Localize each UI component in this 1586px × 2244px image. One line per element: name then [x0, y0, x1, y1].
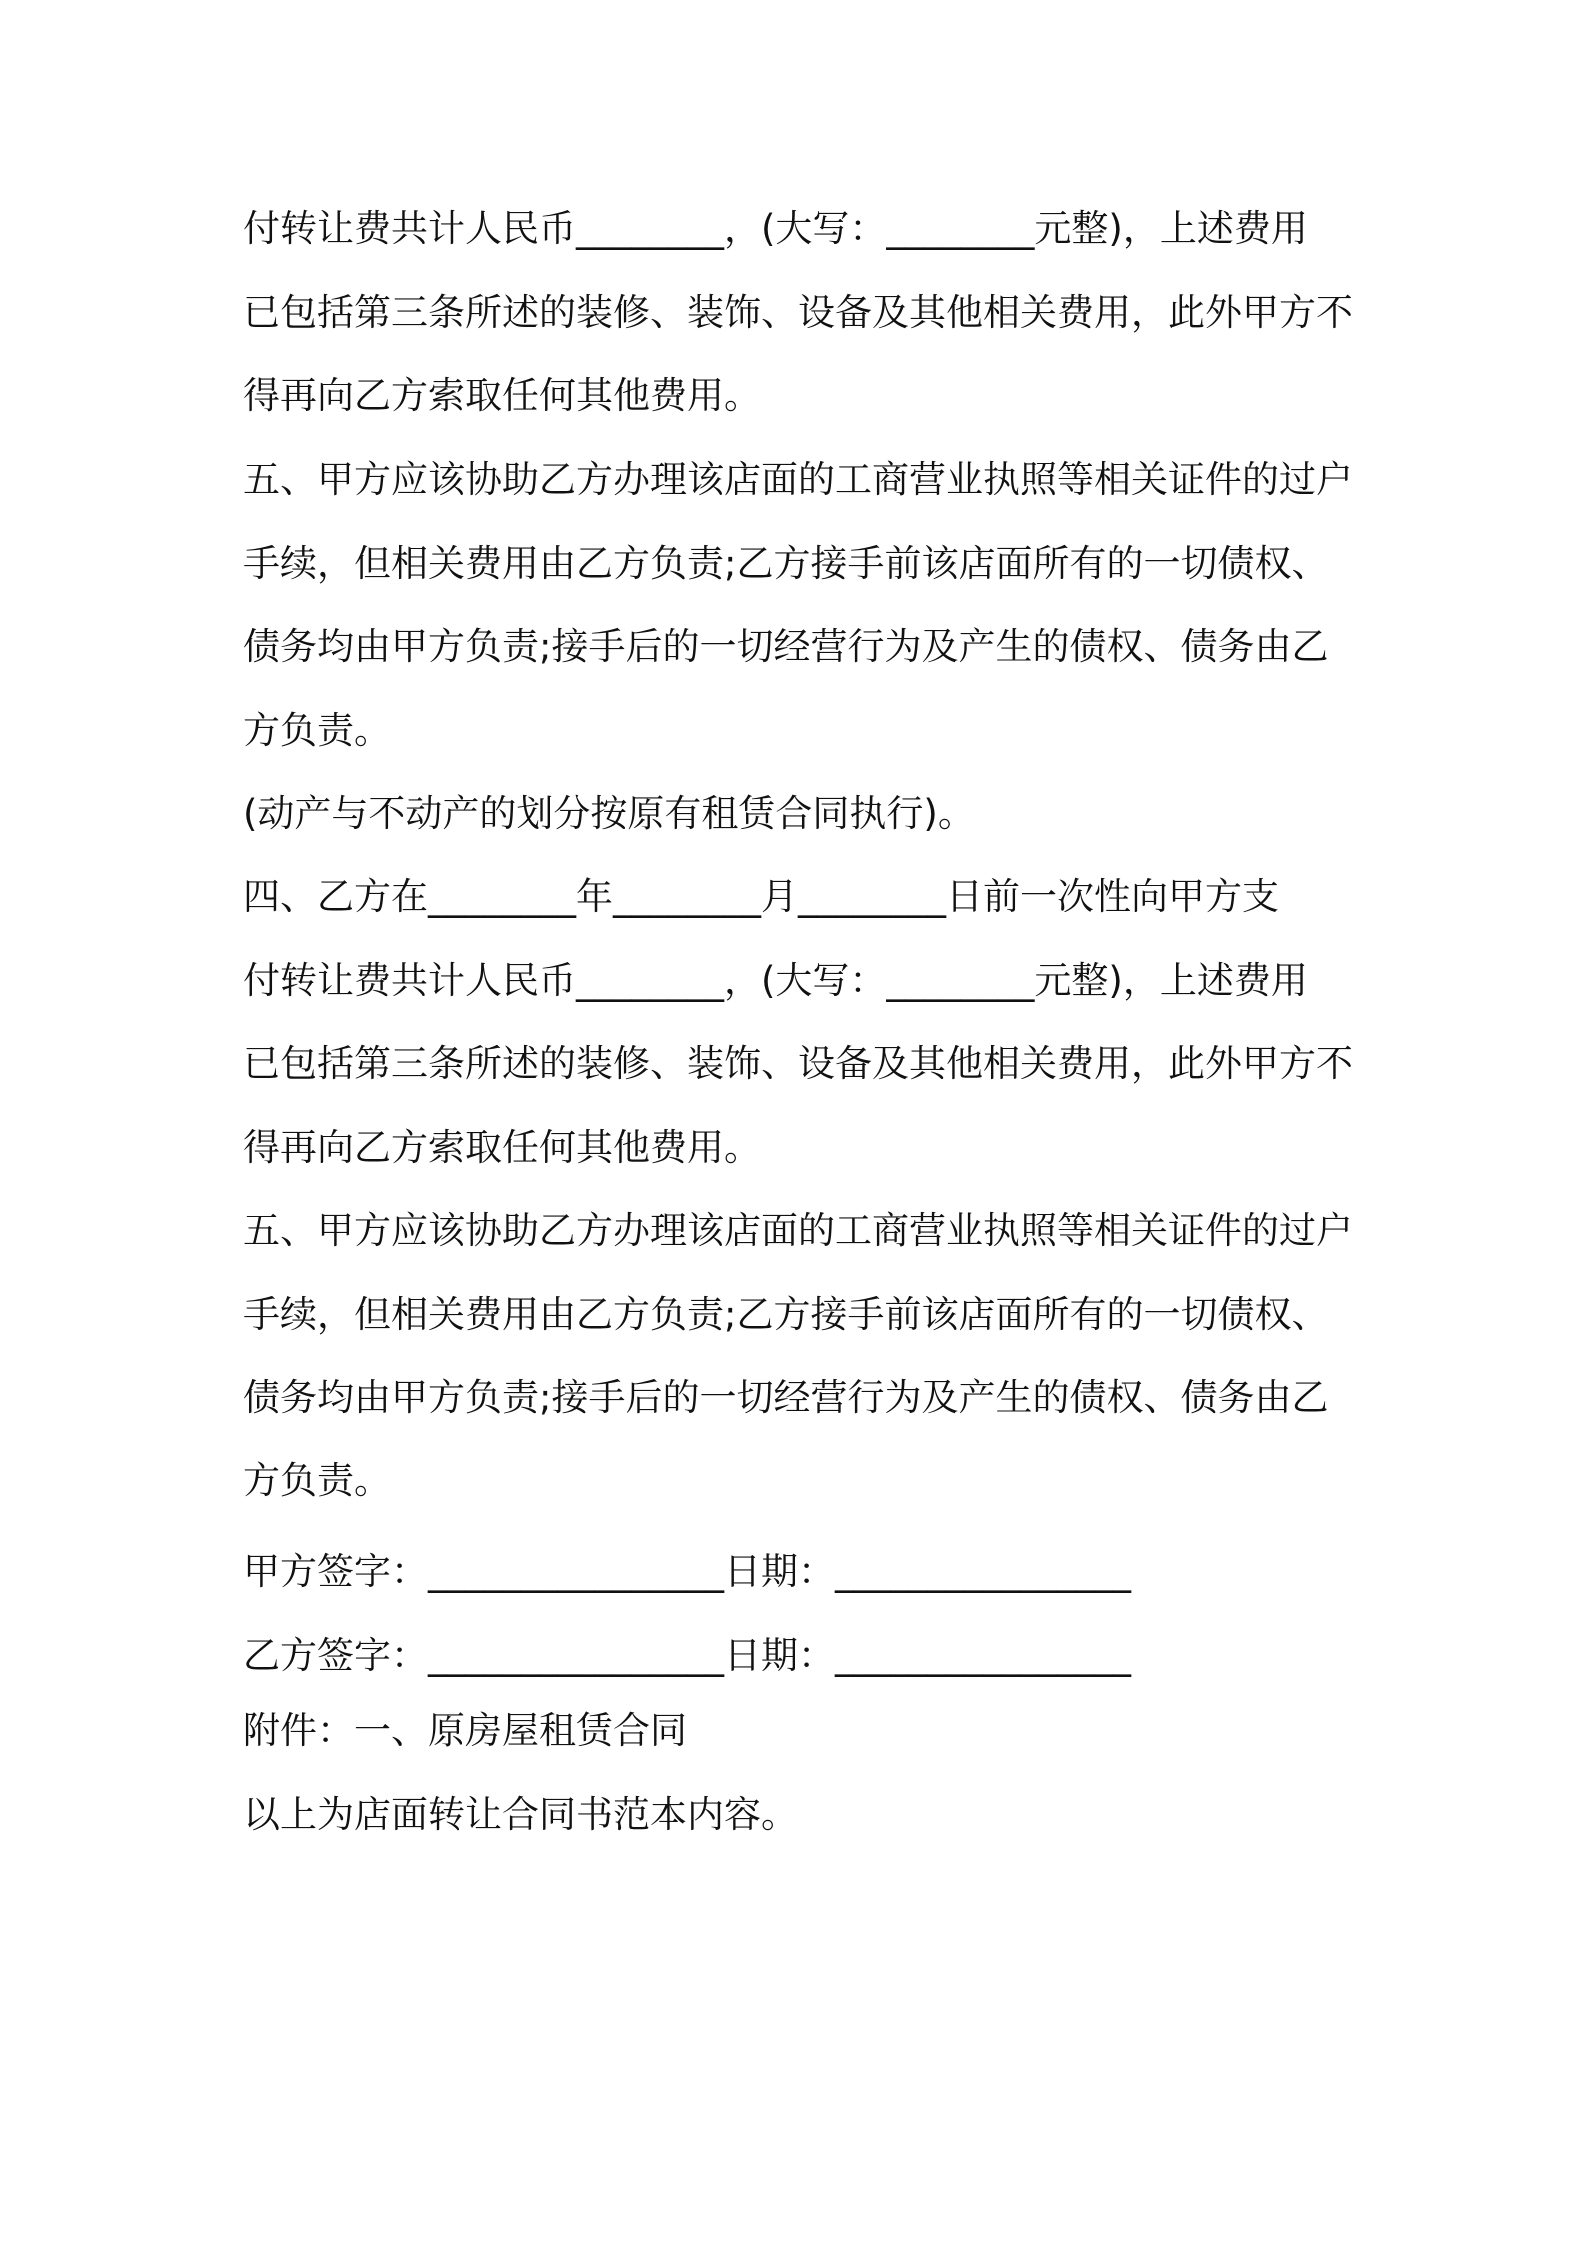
- party-b-signature-line: 乙方签字：________________日期：________________: [243, 1634, 1131, 1677]
- paragraph-line: 四、乙方在________年________月________日前一次性向甲方支: [243, 875, 1279, 918]
- attachment-line: 附件：一、原房屋租赁合同: [243, 1709, 687, 1752]
- paragraph-line: 已包括第三条所述的装修、装饰、设备及其他相关费用，此外甲方不: [243, 291, 1353, 334]
- paragraph-line: 得再向乙方索取任何其他费用。: [243, 374, 761, 417]
- paragraph-line: 五、甲方应该协助乙方办理该店面的工商营业执照等相关证件的过户: [243, 458, 1353, 501]
- paragraph-line: 付转让费共计人民币________，(大写：________元整)，上述费用: [243, 207, 1308, 250]
- party-a-signature-line: 甲方签字：________________日期：________________: [243, 1550, 1131, 1593]
- closing-line: 以上为店面转让合同书范本内容。: [243, 1793, 798, 1836]
- paragraph-line: 已包括第三条所述的装修、装饰、设备及其他相关费用，此外甲方不: [243, 1042, 1353, 1085]
- paragraph-line: 得再向乙方索取任何其他费用。: [243, 1126, 761, 1169]
- paragraph-line: 方负责。: [243, 709, 391, 752]
- paragraph-line: 方负责。: [243, 1459, 391, 1502]
- paragraph-line: 债务均由甲方负责;接手后的一切经营行为及产生的债权、债务由乙: [243, 625, 1329, 668]
- paragraph-line: (动产与不动产的划分按原有租赁合同执行)。: [243, 792, 975, 835]
- paragraph-line: 手续，但相关费用由乙方负责;乙方接手前该店面所有的一切债权、: [243, 542, 1329, 585]
- paragraph-line: 债务均由甲方负责;接手后的一切经营行为及产生的债权、债务由乙: [243, 1376, 1329, 1419]
- paragraph-line: 手续，但相关费用由乙方负责;乙方接手前该店面所有的一切债权、: [243, 1293, 1329, 1336]
- paragraph-line: 五、甲方应该协助乙方办理该店面的工商营业执照等相关证件的过户: [243, 1209, 1353, 1252]
- paragraph-line: 付转让费共计人民币________，(大写：________元整)，上述费用: [243, 959, 1308, 1002]
